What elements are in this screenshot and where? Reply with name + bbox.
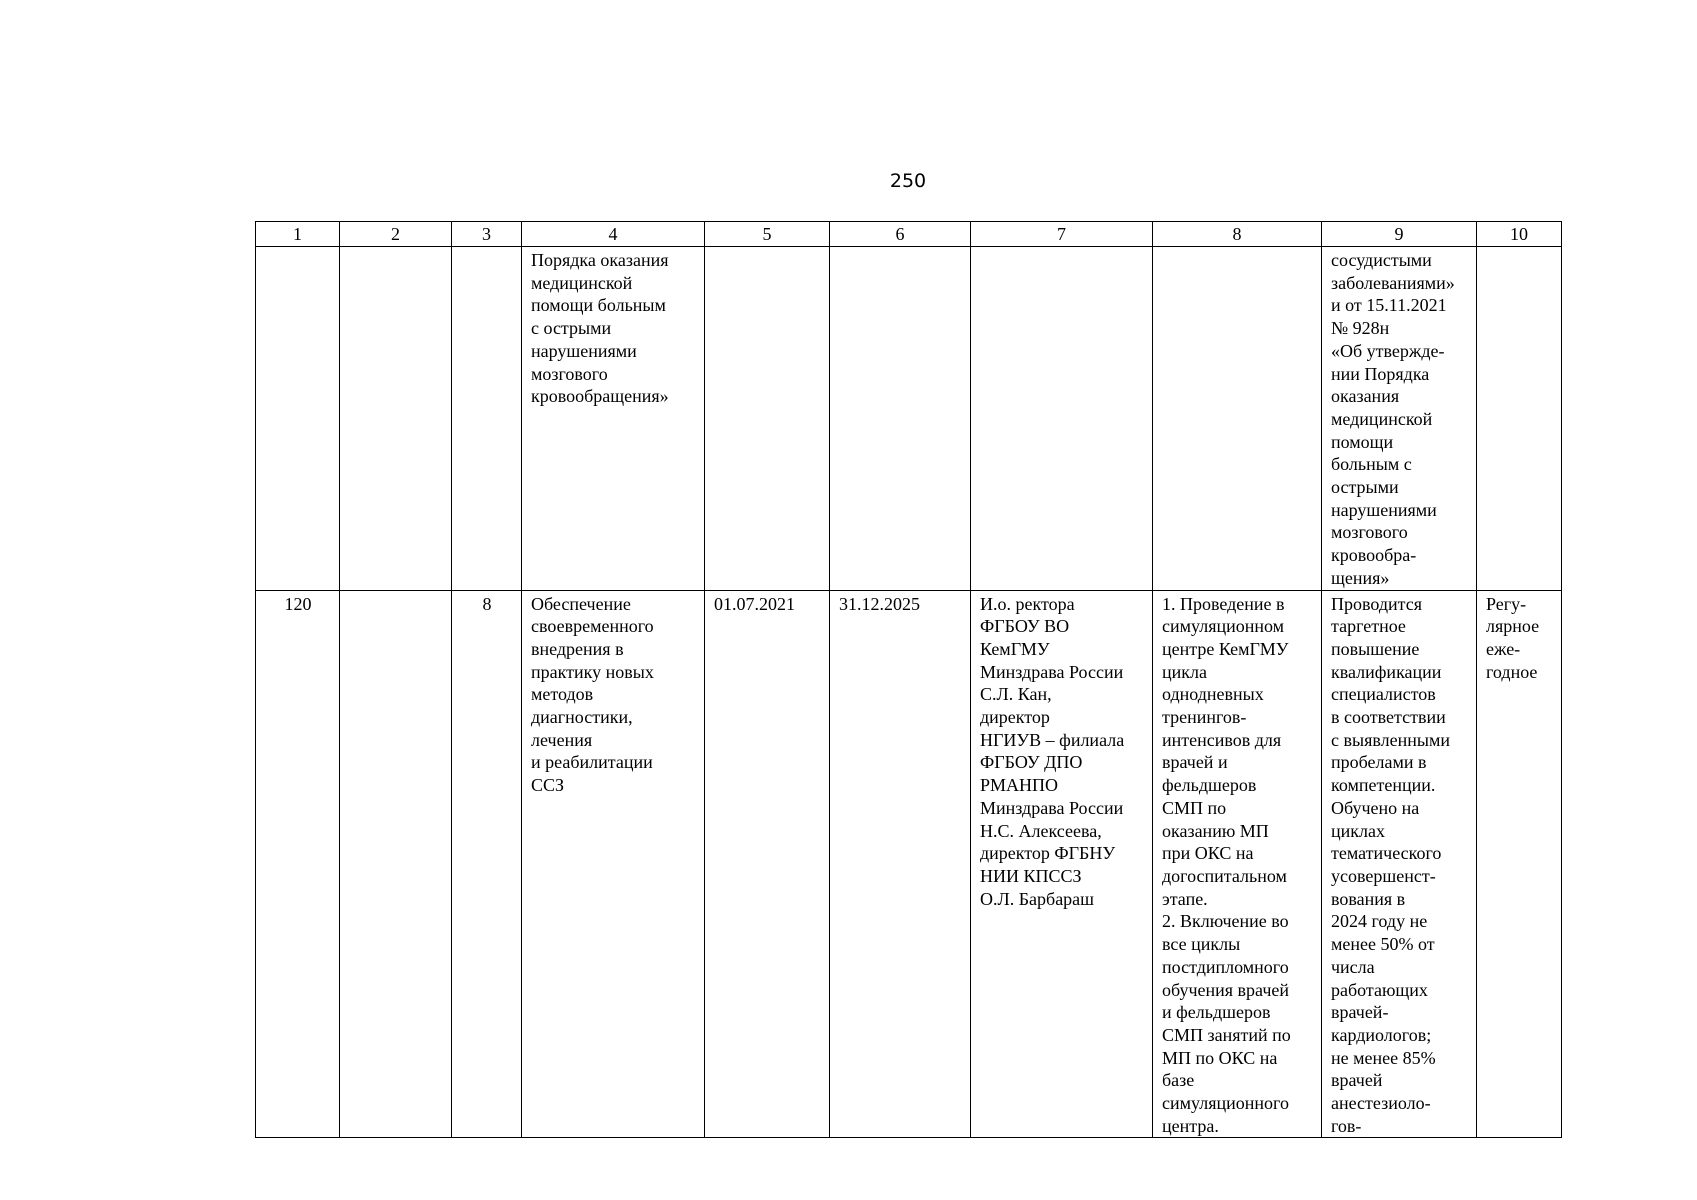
page-number: 250: [889, 170, 927, 192]
table-row: [256, 590, 1562, 1138]
table-cell: [1477, 247, 1562, 591]
table-cell: [971, 247, 1153, 591]
table-cell: 31.12.2025: [830, 590, 971, 1138]
header-cell: 1: [256, 222, 340, 247]
table-cell: [705, 247, 830, 591]
table-header-row: [256, 222, 1562, 247]
table-cell: сосудистыми заболеваниями» и от 15.11.2021 № 928н «Об утвержде- нии Порядка оказания медицинской помощи больным с острыми нарушениями мозгового кровообра- щения»: [1322, 247, 1477, 591]
table-cell: [340, 247, 452, 591]
table-cell: Порядка оказания медицинской помощи больным с острыми нарушениями мозгового кровообращения»: [522, 247, 705, 591]
table-cell: [340, 590, 452, 1138]
table-cell: [452, 247, 522, 591]
table-cell: И.о. ректора ФГБОУ ВО КемГМУ Минздрава России С.Л. Кан, директор НГИУВ – филиала ФГБОУ ДПО РМАНПО Минздрава России Н.С. Алексеева, директор ФГБНУ НИИ КПССЗ О.Л. Барбараш: [971, 590, 1153, 1138]
table-cell: 120: [256, 590, 340, 1138]
header-cell: 10: [1477, 222, 1562, 247]
header-cell: 2: [340, 222, 452, 247]
header-cell: 5: [705, 222, 830, 247]
document-table: [255, 221, 1562, 1138]
table-cell: [830, 247, 971, 591]
header-cell: 8: [1153, 222, 1322, 247]
header-cell: 6: [830, 222, 971, 247]
table-cell: Проводится таргетное повышение квалификации специалистов в соответствии с выявленными пробелами в компетенции. Обучено на циклах тематического усовершенст- вования в 2024 году не менее 50% от числа работающих врачей- кардиологов; не менее 85% врачей анестезиоло- гов-: [1322, 590, 1477, 1138]
table-cell: Обеспечение своевременного внедрения в практику новых методов диагностики, лечения и реабилитации ССЗ: [522, 590, 705, 1138]
table-cell: [1153, 247, 1322, 591]
header-cell: 4: [522, 222, 705, 247]
header-cell: 9: [1322, 222, 1477, 247]
table-cell: 1. Проведение в симуляционном центре КемГМУ цикла однодневных тренингов- интенсивов для врачей и фельдшеров СМП по оказанию МП при ОКС на догоспитальном этапе. 2. Включение во все циклы постдипломного обучения врачей и фельдшеров СМП занятий по МП по ОКС на базе симуляционного центра.: [1153, 590, 1322, 1138]
table-cell: [256, 247, 340, 591]
table-cell: 01.07.2021: [705, 590, 830, 1138]
header-cell: 3: [452, 222, 522, 247]
header-cell: 7: [971, 222, 1153, 247]
table-cell: 8: [452, 590, 522, 1138]
table-row: [256, 247, 1562, 591]
table-cell: Регу- лярное еже- годное: [1477, 590, 1562, 1138]
